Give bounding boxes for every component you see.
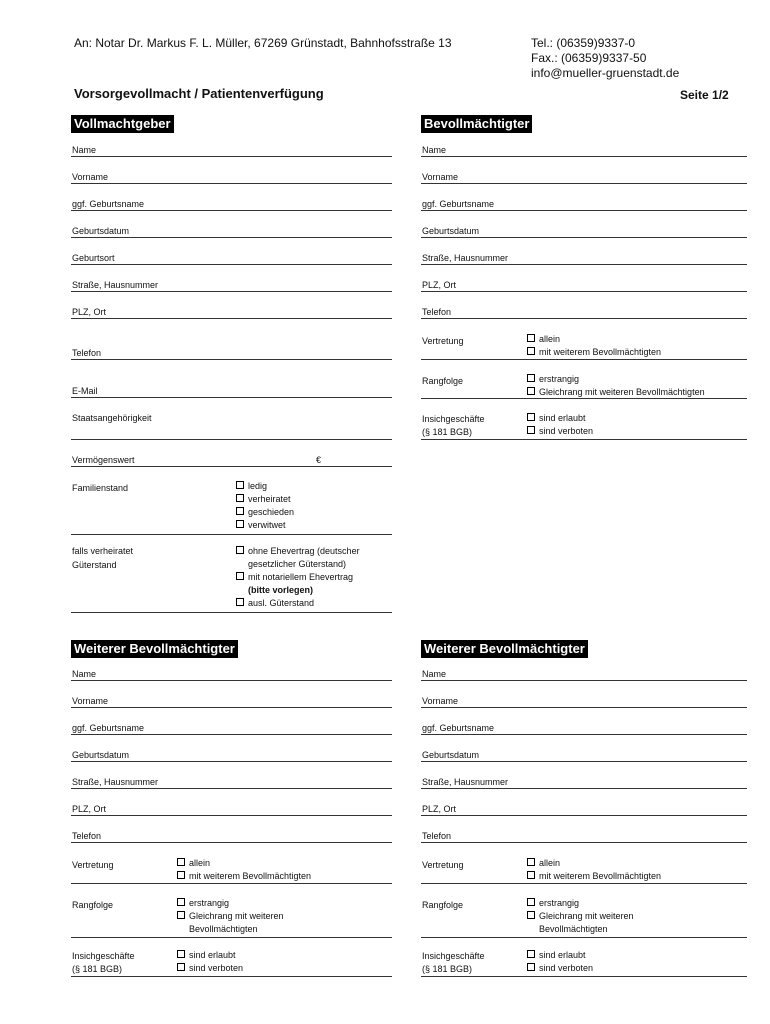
checkbox-icon[interactable] [236,520,244,528]
vg-telefon-field[interactable] [71,348,392,360]
document-title: Vorsorgevollmacht / Patientenverfügung [74,86,324,101]
recipient-line: An: Notar Dr. Markus F. L. Müller, 67269 Grünstadt, Bahnhofsstraße 13 [74,36,452,50]
familienstand-option[interactable]: ledig [236,480,294,493]
vg-strasse-field[interactable] [71,280,392,292]
familienstand-option[interactable]: geschieden [236,506,294,519]
field-label: Telefon [422,831,452,841]
field-label: PLZ, Ort [422,804,457,814]
field-label: Geburtsdatum [422,226,480,236]
bv-strasse-field[interactable] [421,253,747,265]
field-label: Vorname [422,172,459,182]
wl-name-field[interactable] [71,669,392,681]
wl-rangfolge-field [71,897,392,938]
field-label: Straße, Hausnummer [422,253,509,263]
checkbox-icon[interactable] [236,494,244,502]
field-label: Telefon [422,307,452,317]
field-label: Geburtsdatum [422,750,480,760]
bv-geburtsname-field[interactable] [421,199,747,211]
checkbox-icon[interactable] [527,347,535,355]
wr-geburtsname-field[interactable] [421,723,747,735]
wl-geburtsdatum-field[interactable] [71,750,392,762]
email-text: info@mueller-gruenstadt.de [531,66,680,80]
wl-telefon-field[interactable] [71,831,392,843]
vertretung-options [527,333,661,359]
checkbox-icon[interactable] [527,387,535,395]
field-label: Insichgeschäfte [422,414,485,424]
wr-vorname-field[interactable] [421,696,747,708]
wl-vertretung-field [71,856,392,884]
fax-text: Fax.: (06359)9337-50 [531,51,647,65]
checkbox-icon[interactable] [527,858,535,866]
wr-telefon-field[interactable] [421,831,747,843]
checkbox-icon[interactable] [527,911,535,919]
vertretung-options [527,857,661,883]
field-label: ggf. Geburtsname [422,199,495,209]
field-label: Name [422,669,447,679]
gueterstand-options: ohne Ehevertrag (deutscher gesetzlicher Güterstand) mit notariellem Ehevertrag (bitte vorlegen) ausl. Güterstand [236,545,360,610]
vertretung-option-allein[interactable]: allein [177,857,311,870]
checkbox-icon[interactable] [527,374,535,382]
bv-vertretung-field [421,334,747,360]
insich-options [527,412,593,438]
wl-strasse-field[interactable] [71,777,392,789]
field-label: Straße, Hausnummer [422,777,509,787]
bv-name-field[interactable] [421,145,747,157]
bv-telefon-field[interactable] [421,307,747,319]
vertretung-option-weitere[interactable]: mit weiterem Bevollmächtigten [527,870,661,883]
field-label: Geburtsdatum [72,750,130,760]
familienstand-options [236,480,294,532]
field-label: (§ 181 BGB) [72,964,123,974]
field-label: Geburtsdatum [72,226,130,236]
field-label: Familienstand [72,483,129,493]
field-label: PLZ, Ort [72,307,107,317]
gueterstand-option-mit[interactable]: mit notariellem Ehevertrag [236,571,360,584]
bv-geburtsdatum-field[interactable] [421,226,747,238]
field-label: Rangfolge [72,900,114,910]
field-label: Vertretung [422,860,464,870]
checkbox-icon[interactable] [177,871,185,879]
familienstand-option[interactable]: verwitwet [236,519,294,532]
contact-block [531,36,679,81]
checkbox-icon[interactable] [177,950,185,958]
wl-vorname-field[interactable] [71,696,392,708]
rangfolge-option-gleich[interactable]: Gleichrang mit weiteren [527,910,634,923]
vertretung-option-allein[interactable]: allein [527,857,661,870]
field-label: Vertretung [422,336,464,346]
insich-option-verboten[interactable]: sind verboten [527,962,593,975]
weiterer-bevollmaechtigter-heading-left: Weiterer Bevollmächtigter [71,640,238,658]
field-label: ggf. Geburtsname [72,199,145,209]
rangfolge-options: erstrangig Gleichrang mit weiteren Bevollmächtigten [527,897,634,936]
bv-plz-field[interactable] [421,280,747,292]
field-label: falls verheiratet [72,546,134,556]
field-label: Name [72,145,97,155]
vg-gueterstand-field [71,545,392,613]
wl-insichgeschaefte-field [71,949,392,977]
rangfolge-option-gleich[interactable]: Gleichrang mit weiteren Bevollmächtigten [527,386,705,399]
checkbox-icon[interactable] [527,426,535,434]
familienstand-option[interactable]: verheiratet [236,493,294,506]
rangfolge-options: erstrangig Gleichrang mit weiteren Bevollmächtigten [177,897,284,936]
checkbox-icon[interactable] [527,963,535,971]
checkbox-icon[interactable] [236,481,244,489]
checkbox-icon[interactable] [177,963,185,971]
insich-option-erlaubt[interactable]: sind erlaubt [527,949,593,962]
page-number: Seite 1/2 [680,88,729,102]
field-label: Name [422,145,447,155]
wr-plz-field[interactable] [421,804,747,816]
vollmachtgeber-heading: Vollmachtgeber [71,115,174,133]
wr-strasse-field[interactable] [421,777,747,789]
insich-options [177,949,243,975]
vertretung-option-weitere[interactable]: mit weiterem Bevollmächtigten [527,346,661,359]
field-label: Vorname [72,172,109,182]
vg-familienstand-field [71,480,392,535]
checkbox-icon[interactable] [527,898,535,906]
rangfolge-option-gleich[interactable]: Gleichrang mit weiteren [177,910,284,923]
field-label: ggf. Geburtsname [422,723,495,733]
vertretung-options [177,857,311,883]
insich-option-verboten[interactable]: sind verboten [527,425,593,438]
insich-options [527,949,593,975]
field-label: Güterstand [72,560,117,570]
wr-insichgeschaefte-field [421,949,747,977]
field-label: Vorname [72,696,109,706]
wl-geburtsname-field[interactable] [71,723,392,735]
checkbox-icon[interactable] [236,507,244,515]
tel-text: Tel.: (06359)9337-0 [531,36,636,50]
bv-rangfolge-field [421,373,747,399]
vg-vermoegenswert-field[interactable] [71,455,392,467]
bv-insichgeschaefte-field [421,412,747,440]
vg-email-field[interactable] [71,386,392,398]
vertretung-option-allein[interactable]: allein [527,333,661,346]
field-label: Name [72,669,97,679]
field-label: Insichgeschäfte [422,951,485,961]
gueterstand-option-ausl[interactable]: ausl. Güterstand [236,597,360,610]
field-label: (§ 181 BGB) [422,964,473,974]
vg-staatsangehoerigkeit-field[interactable] [71,413,392,440]
wr-vertretung-field [421,856,747,884]
checkbox-icon[interactable] [177,898,185,906]
checkbox-icon[interactable] [527,334,535,342]
field-label: Staatsangehörigkeit [72,413,152,423]
field-label: PLZ, Ort [72,804,107,814]
field-label: Straße, Hausnummer [72,280,159,290]
field-label: Vertretung [72,860,114,870]
field-label: Telefon [72,831,102,841]
field-label: PLZ, Ort [422,280,457,290]
field-label: Telefon [72,348,102,358]
vg-vorname-field[interactable] [71,172,392,184]
wr-geburtsdatum-field[interactable] [421,750,747,762]
checkbox-icon[interactable] [177,858,185,866]
checkbox-icon[interactable] [177,911,185,919]
bevollmaechtigter-heading: Bevollmächtigter [421,115,532,133]
checkbox-icon[interactable] [236,598,244,606]
bv-vorname-field[interactable] [421,172,747,184]
euro-sign: € [316,455,322,465]
gueterstand-option-ohne[interactable]: ohne Ehevertrag (deutscher [236,545,360,558]
field-label: Rangfolge [422,376,464,386]
wr-rangfolge-field [421,897,747,938]
checkbox-icon[interactable] [527,950,535,958]
rangfolge-option-erst[interactable]: erstrangig [527,373,705,386]
wl-plz-field[interactable] [71,804,392,816]
checkbox-icon[interactable] [236,572,244,580]
vg-name-field[interactable] [71,145,392,157]
checkbox-icon[interactable] [236,546,244,554]
insich-option-erlaubt[interactable]: sind erlaubt [527,412,593,425]
vertretung-option-weitere[interactable]: mit weiterem Bevollmächtigten [177,870,311,883]
field-label: Insichgeschäfte [72,951,135,961]
rangfolge-options [527,373,705,399]
checkbox-icon[interactable] [527,871,535,879]
insich-option-verboten[interactable]: sind verboten [177,962,243,975]
field-label: E-Mail [72,386,98,396]
field-label: (§ 181 BGB) [422,427,473,437]
vg-geburtsort-field[interactable] [71,253,392,265]
insich-option-erlaubt[interactable]: sind erlaubt [177,949,243,962]
vg-geburtsname-field[interactable] [71,199,392,211]
field-label: Rangfolge [422,900,464,910]
field-label: Vermögenswert [72,455,135,465]
field-label: Vorname [422,696,459,706]
weiterer-bevollmaechtigter-heading-right: Weiterer Bevollmächtigter [421,640,588,658]
rangfolge-option-erst[interactable]: erstrangig [527,897,634,910]
checkbox-icon[interactable] [527,413,535,421]
vg-geburtsdatum-field[interactable] [71,226,392,238]
field-label: Geburtsort [72,253,115,263]
rangfolge-option-erst[interactable]: erstrangig [177,897,284,910]
field-label: ggf. Geburtsname [72,723,145,733]
field-label: Straße, Hausnummer [72,777,159,787]
vg-plz-field[interactable] [71,307,392,319]
wr-name-field[interactable] [421,669,747,681]
